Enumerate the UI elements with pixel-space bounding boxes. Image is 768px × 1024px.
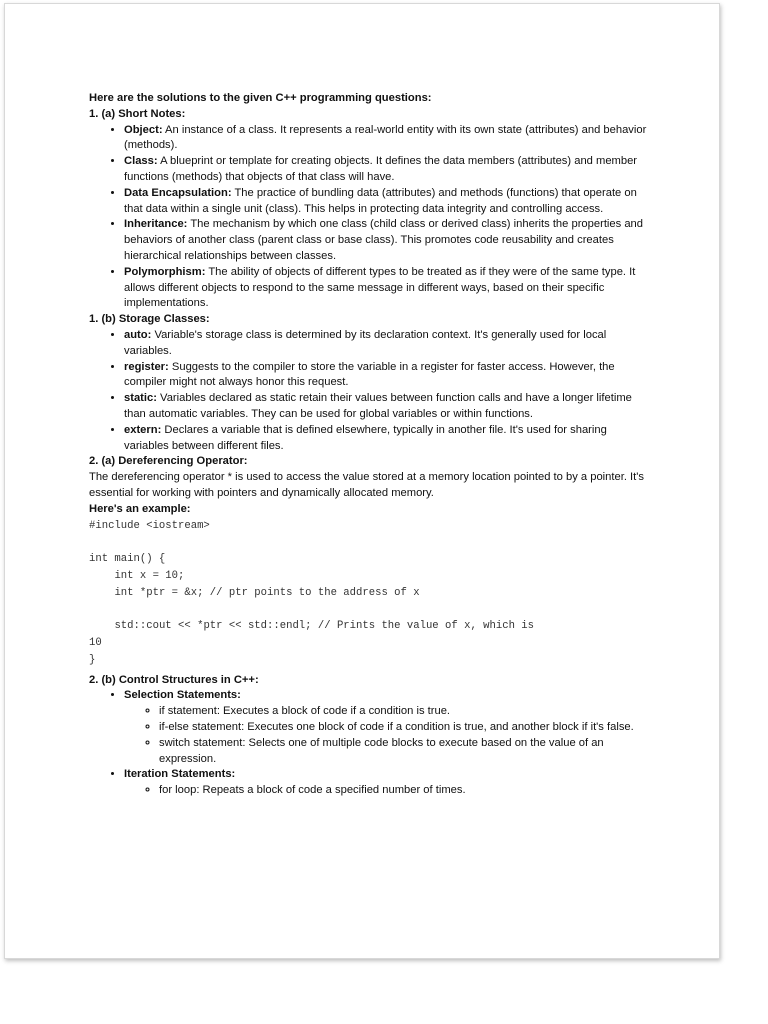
term: auto:: [124, 328, 152, 341]
section-2a-heading: 2. (a) Dereferencing Operator:: [89, 455, 248, 468]
code-block: #include <iostream> int main() { int x = 10; int *ptr = &x; // ptr points to the address of x std::cout << *ptr << std::endl; // Prints the value of x, which is 10 }: [89, 519, 535, 666]
sub-list-item: ◦ switch statement: Selects one of multiple code blocks to execute based on the value of an expression.: [159, 736, 649, 768]
short-notes-list: [89, 123, 649, 313]
document-body: [89, 91, 649, 799]
definition: The mechanism by which one class (child class or derived class) inherits the properties and behaviors of another class (parent class or base class). This promotes code reusability and creates hierarchical relationships between classes.: [124, 218, 644, 262]
definition: The practice of bundling data (attributes) and methods (functions) that operate on that data within a single unit (class). This helps in protecting data integrity and controlling access.: [124, 186, 637, 215]
list-item: [124, 217, 649, 264]
term: static:: [124, 392, 157, 405]
control-structures-list: [89, 688, 649, 799]
definition: Variable's storage class is determined by its declaration context. It's generally used for local variables.: [124, 328, 607, 357]
storage-classes-list: [89, 328, 649, 454]
sub-list-item: ◦ for loop: Repeats a block of code a specified number of times.: [159, 783, 649, 799]
section-1a-heading: 1. (a) Short Notes:: [89, 107, 186, 120]
sub-list: [124, 783, 649, 799]
definition: The ability of objects of different types to be treated as if they were of the same type. It allows different objects to respond to the same message in different ways, based on their specific implementations.: [124, 265, 636, 310]
definition: Suggests to the compiler to store the variable in a register for faster access. However, the compiler might not always honor this request.: [124, 360, 615, 389]
list-item: [124, 688, 649, 767]
term: Polymorphism:: [124, 265, 206, 278]
term: Inheritance:: [124, 218, 188, 231]
section-1b-heading: 1. (b) Storage Classes:: [89, 313, 210, 326]
sub-list: [124, 704, 649, 767]
list-item: [124, 360, 649, 392]
section-2b-heading: 2. (b) Control Structures in C++:: [89, 673, 259, 686]
list-item: [124, 154, 649, 186]
definition: A blueprint or template for creating objects. It defines the data members (attributes) and member functions (methods) that objects of that class will have.: [124, 155, 638, 183]
term: Class:: [124, 155, 158, 168]
example-label: Here's an example:: [89, 502, 191, 515]
definition: Declares a variable that is defined elsewhere, typically in another file. It's used for sharing variables between different files.: [124, 423, 607, 452]
sub-list-item: ◦ if-else statement: Executes one block of code if a condition is true, and another block if it's false.: [159, 720, 649, 736]
list-item: [124, 186, 649, 218]
list-item: [124, 123, 649, 155]
definition: An instance of a class. It represents a real-world entity with its own state (attributes) and behavior (methods).: [124, 123, 647, 152]
definition: Variables declared as static retain their values between function calls and have a longer lifetime than automatic variables. They can be used for global variables or within functions.: [124, 392, 632, 420]
intro-heading: Here are the solutions to the given C++ programming questions:: [89, 92, 432, 104]
sub-list-item: ◦ if statement: Executes a block of code if a condition is true.: [159, 704, 649, 720]
list-item: [124, 328, 649, 360]
term: extern:: [124, 423, 162, 436]
group-title: Iteration Statements:: [124, 768, 236, 781]
list-item: [124, 423, 649, 455]
list-item: [124, 265, 649, 312]
list-item: [124, 391, 649, 423]
term: Object:: [124, 123, 163, 136]
list-item: [124, 767, 649, 799]
document-page: [4, 3, 720, 959]
group-title: Selection Statements:: [124, 689, 241, 702]
dereferencing-paragraph: The dereferencing operator * is used to access the value stored at a memory location pointed to by a pointer. It's essential for working with pointers and dynamically allocated memory.: [89, 471, 644, 499]
term: register:: [124, 360, 169, 373]
term: Data Encapsulation:: [124, 186, 232, 199]
